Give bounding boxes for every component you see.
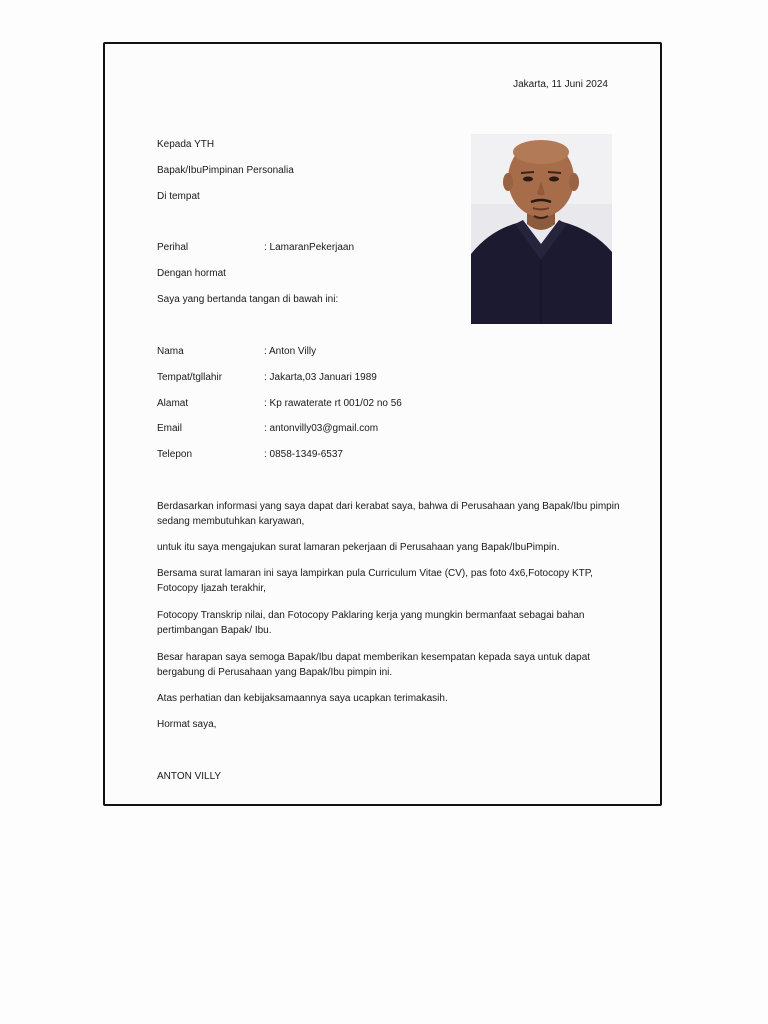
letter-page <box>103 42 662 806</box>
recipient-line-2: Bapak/IbuPimpinan Personalia <box>157 165 294 176</box>
body-paragraph: Bersama surat lamaran ini saya lampirkan pula Curriculum Vitae (CV), pas foto 4x6,Fotocopy KTP, Fotocopy Ijazah terakhir, <box>157 568 593 594</box>
body-paragraph: Fotocopy Transkrip nilai, dan Fotocopy Paklaring kerja yang mungkin bermanfaat sebagai bahan pertimbangan Bapak/ Ibu. <box>157 610 585 636</box>
subject-value: : LamaranPekerjaan <box>264 242 355 253</box>
body-paragraph: untuk itu saya mengajukan surat lamaran pekerjaan di Perusahaan yang Bapak/IbuPimpin. <box>157 542 560 553</box>
body-paragraph: Besar harapan saya semoga Bapak/Ibu dapat memberikan kesempatan kepada saya untuk dapat bergabung di Perusahaan yang Bapak/Ibu pimpin ini. <box>157 652 591 678</box>
body-paragraph: Berdasarkan informasi yang saya dapat dari kerabat saya, bahwa di Perusahaan yang Bapak/Ibu pimpin sedang membutuhkan karyawan, <box>157 501 620 527</box>
signature-name: ANTON VILLY <box>157 771 222 782</box>
detail-value-birth: : Jakarta,03 Januari 1989 <box>264 372 377 383</box>
greeting: Dengan hormat <box>157 268 226 279</box>
detail-value-phone: : 0858-1349-6537 <box>264 449 343 460</box>
detail-label-birth: Tempat/tgllahir <box>157 372 223 383</box>
detail-label-address: Alamat <box>157 398 189 409</box>
intro-text: Saya yang bertanda tangan di bawah ini: <box>157 294 339 305</box>
detail-value-name: : Anton Villy <box>264 346 317 357</box>
body-paragraph: Atas perhatian dan kebijaksamaannya saya ucapkan terimakasih. <box>157 693 448 704</box>
person-portrait-image <box>471 134 612 324</box>
detail-label-phone: Telepon <box>157 449 193 460</box>
letter-date: Jakarta, 11 Juni 2024 <box>513 79 608 90</box>
subject-label: Perihal <box>157 242 189 253</box>
detail-label-email: Email <box>157 423 183 434</box>
applicant-photo <box>471 134 612 324</box>
closing-text: Hormat saya, <box>157 719 217 730</box>
detail-value-address: : Kp rawaterate rt 001/02 no 56 <box>264 398 402 409</box>
recipient-line-3: Di tempat <box>157 191 200 202</box>
detail-value-email: : antonvilly03@gmail.com <box>264 423 379 434</box>
recipient-line-1: Kepada YTH <box>157 139 215 150</box>
detail-label-name: Nama <box>157 346 184 357</box>
